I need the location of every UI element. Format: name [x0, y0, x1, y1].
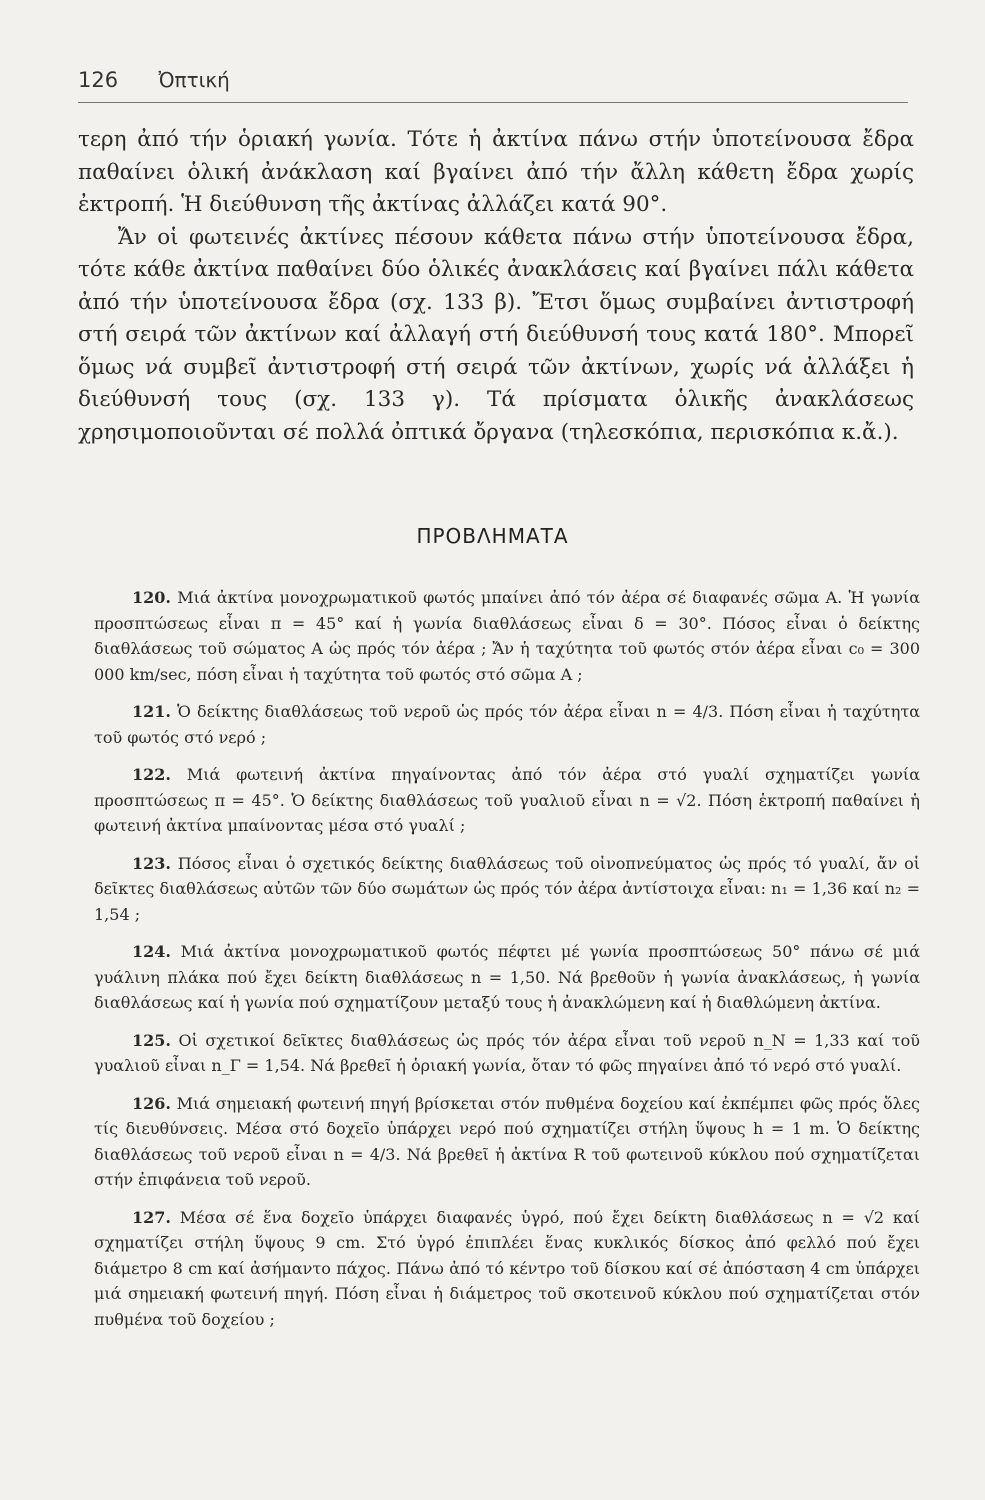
intro-text	[78, 124, 914, 449]
header-rule	[78, 102, 908, 103]
problem-123	[94, 851, 920, 928]
problem-127	[94, 1205, 920, 1333]
problem-text: Οἱ σχετικοί δεῖκτες διαθλάσεως ὡς πρός τόν ἀέρα εἶναι τοῦ νεροῦ n_N = 1,33 καί τοῦ γυαλιοῦ εἶναι n_Γ = 1,54. Νά βρεθεῖ ἡ ὁριακή γωνία, ὅταν τό φῶς πηγαίνει ἀπό τό νερό στό γυαλί.	[94, 1030, 920, 1075]
problem-text: Πόσος εἶναι ὁ σχετικός δείκτης διαθλάσεως τοῦ οἰνοπνεύματος ὡς πρός τό γυαλί, ἄν οἱ δεῖκτες διαθλάσεως αὐτῶν τῶν δύο σωμάτων ὡς πρός τόν ἀέρα ἀντίστοιχα εἶναι: n₁ = 1,36 καί n₂ = 1,54 ;	[94, 853, 920, 924]
problem-121	[94, 699, 920, 750]
problem-number: 123.	[132, 853, 171, 873]
problems-list	[94, 585, 920, 1344]
problem-text: Μιά ἀκτίνα μονοχρωματικοῦ φωτός μπαίνει ἀπό τόν ἀέρα σέ διαφανές σῶμα Α. Ἡ γωνία προσπτώσεως εἶναι π = 45° καί ἡ γωνία διαθλάσεως εἶναι δ = 30°. Πόσος εἶναι ὁ δείκτης διαθλάσεως τοῦ σώματος Α ὡς πρός τόν ἀέρα ; Ἄν ἡ ταχύτητα τοῦ φωτός στόν ἀέρα εἶναι c₀ = 300 000 km/sec, πόση εἶναι ἡ ταχύτητα τοῦ φωτός στό σῶμα Α ;	[94, 588, 920, 684]
problem-number: 125.	[132, 1030, 171, 1050]
section-title: ΠΡΟΒΛΗΜΑΤΑ	[416, 524, 569, 548]
problem-number: 121.	[132, 702, 171, 721]
problem-text: Μιά ἀκτίνα μονοχρωματικοῦ φωτός πέφτει μέ γωνία προσπτώσεως 50° πάνω σέ μιά γυάλινη πλάκα πού ἔχει δείκτη διαθλάσεως n = 1,50. Νά βρεθοῦν ἡ γωνία ἀνακλάσεως, ἡ γωνία διαθλάσεως καί ἡ γωνία πού σχηματίζουν μεταξύ τους ἡ ἀνακλώμενη καί ἡ διαθλώμενη ἀκτίνα.	[94, 942, 920, 1012]
problem-number: 127.	[132, 1207, 171, 1227]
page-number: 126	[78, 68, 119, 92]
intro-paragraph-1: τερη ἀπό τήν ὁριακή γωνία. Τότε ἡ ἀκτίνα πάνω στήν ὑποτείνουσα ἔδρα παθαίνει ὁλική ἀνάκλαση καί βγαίνει ἀπό τήν ἄλλη κάθετη ἔδρα χωρίς ἐκτροπή. Ἡ διεύθυνση τῆς ἀκτίνας ἀλλάζει κατά 90°.	[78, 127, 914, 217]
problem-126	[94, 1091, 920, 1193]
problem-text: Μιά σημειακή φωτεινή πηγή βρίσκεται στόν πυθμένα δοχείου καί ἐκπέμπει φῶς πρός ὅλες τίς διευθύνσεις. Μέσα στό δοχεῖο ὑπάρχει νερό πού σχηματίζει στήλη ὕψους h = 1 m. Ὁ δείκτης διαθλάσεως τοῦ νεροῦ εἶναι n = 4/3. Νά βρεθεῖ ἡ ἀκτίνα R τοῦ φωτεινοῦ κύκλου πού σχηματίζεται στήν ἐπιφάνεια τοῦ νεροῦ.	[94, 1093, 921, 1189]
problem-number: 120.	[132, 588, 171, 607]
section-name: Ὀπτική	[158, 68, 230, 92]
problem-120	[94, 585, 920, 687]
problem-124	[94, 939, 920, 1016]
page-header	[78, 68, 908, 92]
problem-number: 122.	[132, 765, 171, 784]
problem-number: 126.	[132, 1093, 171, 1113]
intro-paragraph-2: Ἄν οἱ φωτεινές ἀκτίνες πέσουν κάθετα πάνω στήν ὑποτείνουσα ἔδρα, τότε κάθε ἀκτίνα παθαίνει δύο ὁλικές ἀνακλάσεις καί βγαίνει πάλι κάθετα ἀπό τήν ὑποτείνουσα ἔδρα (σχ. 133 β). Ἔτσι ὅμως συμβαίνει ἀντιστροφή στή σειρά τῶν ἀκτίνων καί ἀλλαγή στή διεύθυνσή τους κατά 180°. Μπορεῖ ὅμως νά συμβεῖ ἀντιστροφή στή σειρά τῶν ἀκτίνων, χωρίς νά ἀλλάξει ἡ διεύθυνσή τους (σχ. 133 γ). Τά πρίσματα ὁλικῆς ἀνακλάσεως χρησιμοποιοῦνται σέ πολλά ὀπτικά ὄργανα (τηλεσκόπια, περισκόπια κ.ἄ.).	[78, 224, 914, 445]
problem-125	[94, 1028, 920, 1079]
problem-text: Μιά φωτεινή ἀκτίνα πηγαίνοντας ἀπό τόν ἀέρα στό γυαλί σχηματίζει γωνία προσπτώσεως π = 45°. Ὁ δείκτης διαθλάσεως τοῦ γυαλιοῦ εἶναι n = √2. Πόση ἐκτροπή παθαίνει ἡ φωτεινή ἀκτίνα μπαίνοντας μέσα στό γυαλί ;	[94, 765, 921, 835]
problem-122	[94, 762, 920, 839]
problem-text: Μέσα σέ ἕνα δοχεῖο ὑπάρχει διαφανές ὑγρό, πού ἔχει δείκτη διαθλάσεως n = √2 καί σχηματίζει στήλη ὕψους 9 cm. Στό ὑγρό ἐπιπλέει ἕνας κυκλικός δίσκος ἀπό φελλό πού ἔχει διάμετρο 8 cm καί ἀσήμαντο πάχος. Πάνω ἀπό τό κέντρο τοῦ δίσκου καί σέ ἀπόσταση 4 cm ὑπάρχει μιά σημειακή φωτεινή πηγή. Πόση εἶναι ἡ διάμετρος τοῦ σκοτεινοῦ κύκλου πού σχηματίζεται στόν πυθμένα τοῦ δοχείου ;	[94, 1207, 920, 1329]
problem-text: Ὁ δείκτης διαθλάσεως τοῦ νεροῦ ὡς πρός τόν ἀέρα εἶναι n = 4/3. Πόση εἶναι ἡ ταχύτητα τοῦ φωτός στό νερό ;	[94, 702, 920, 747]
problem-number: 124.	[132, 942, 171, 961]
